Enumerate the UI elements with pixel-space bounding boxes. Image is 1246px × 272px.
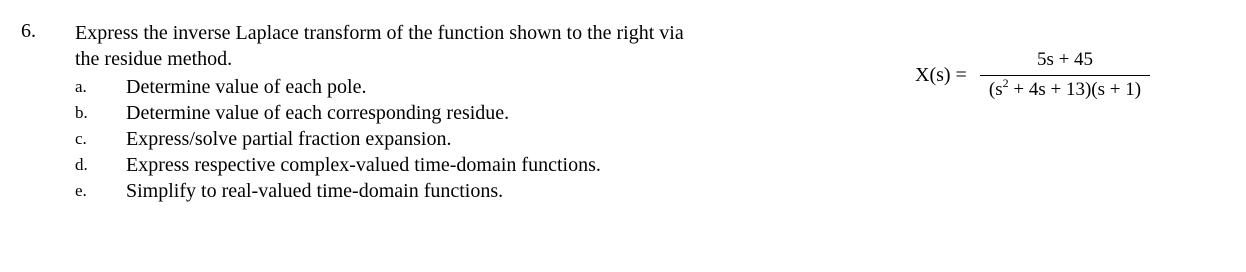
sub-question-label: b. [75, 103, 88, 122]
denominator-exponent: 2 [1002, 76, 1009, 90]
equation-numerator: 5s + 45 [1036, 49, 1094, 70]
sub-question-text: Express respective complex-valued time-domain functions. [126, 154, 601, 176]
sub-question-label: a. [75, 77, 87, 96]
sub-question-label: c. [75, 129, 87, 148]
sub-question-text: Determine value of each corresponding residue. [126, 102, 510, 124]
denominator-start: (s [988, 79, 1003, 100]
question-number: 6. [21, 20, 36, 42]
equation-fraction [980, 48, 1150, 102]
sub-question-text: Express/solve partial fraction expansion. [126, 128, 452, 150]
equation-lhs: X(s) = [915, 64, 967, 86]
stem-line-2: the residue method. [75, 48, 233, 70]
sub-question-text: Determine value of each pole. [126, 76, 367, 98]
equation-denominator [980, 78, 1150, 102]
sub-question-label: d. [75, 155, 88, 174]
stem-line-1: Express the inverse Laplace transform of the function shown to the right via [75, 22, 684, 44]
denominator-rest: + 4s + 13)(s + 1) [1008, 79, 1142, 100]
sub-question-label: e. [75, 181, 87, 200]
sub-question-text: Simplify to real-valued time-domain functions. [126, 180, 504, 202]
question-stem [75, 20, 775, 72]
